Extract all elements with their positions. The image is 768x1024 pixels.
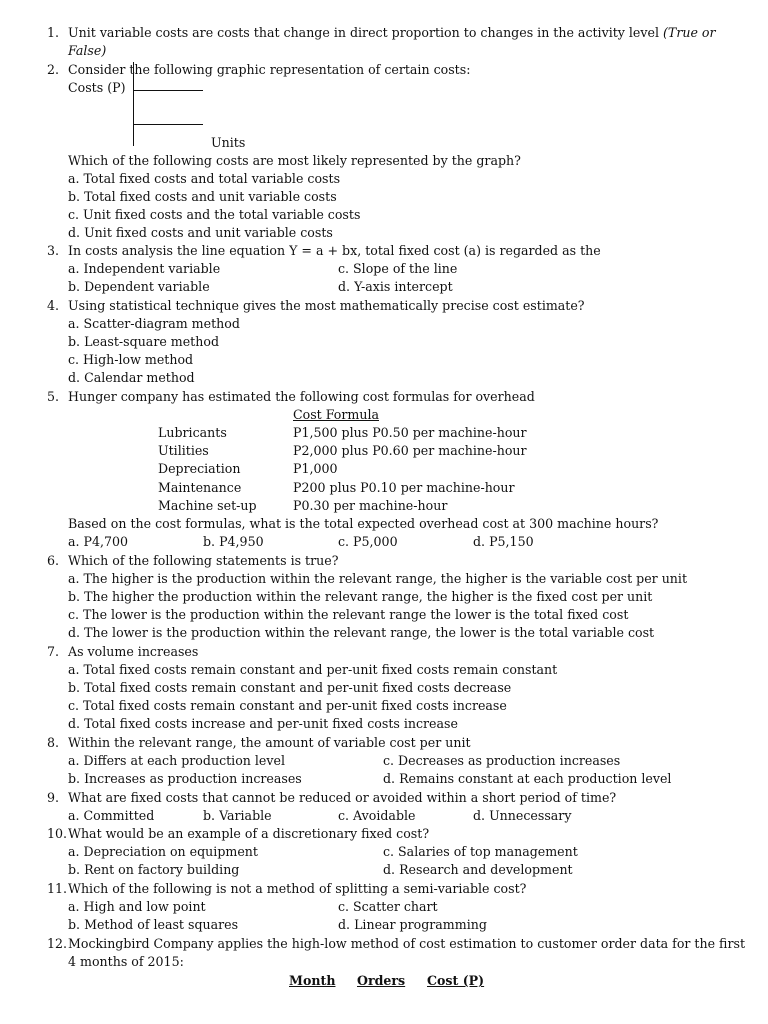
graph-x-label: Units bbox=[211, 135, 246, 150]
question-text: What are fixed costs that cannot be reduced or avoided within a short period of time? bbox=[68, 790, 617, 805]
question-text-cont: 4 months of 2015: bbox=[68, 954, 184, 969]
question-text: In costs analysis the line equation Y = a + bx, total fixed cost (a) is regarded as the bbox=[68, 243, 601, 258]
option: b. The higher the production within the relevant range, the higher is the fixed cost per unit bbox=[68, 589, 653, 604]
question-number: 12. bbox=[47, 936, 68, 951]
option: a. Total fixed costs remain constant and per-unit fixed costs remain constant bbox=[68, 662, 558, 677]
option: a. Independent variable bbox=[68, 261, 221, 276]
question-text: Which of the following statements is true? bbox=[68, 553, 339, 568]
option: b. Dependent variable bbox=[68, 279, 210, 294]
option: d. Total fixed costs increase and per-unit fixed costs increase bbox=[68, 716, 458, 731]
option: d. Linear programming bbox=[338, 917, 487, 932]
option: d. Research and development bbox=[383, 862, 573, 877]
option: b. Variable bbox=[203, 808, 272, 823]
question-number: 5. bbox=[47, 389, 60, 404]
option: c. High-low method bbox=[68, 352, 194, 367]
question-number: 8. bbox=[47, 735, 60, 750]
option: c. Unit fixed costs and the total variable costs bbox=[68, 207, 361, 222]
option: c. Scatter chart bbox=[338, 899, 438, 914]
option: a. Scatter-diagram method bbox=[68, 316, 240, 331]
cost-formula: P0.30 per machine-hour bbox=[293, 498, 448, 513]
option: a. High and low point bbox=[68, 899, 206, 914]
option: b. Rent on factory building bbox=[68, 862, 240, 877]
true-or-false-label: (True or bbox=[663, 25, 716, 40]
option: b. P4,950 bbox=[203, 534, 264, 549]
cost-formula: P200 plus P0.10 per machine-hour bbox=[293, 480, 515, 495]
graph-line-top bbox=[133, 90, 203, 91]
cost-formula-header: Cost Formula bbox=[293, 407, 379, 422]
option: b. Increases as production increases bbox=[68, 771, 302, 786]
cost-formula: P1,000 bbox=[293, 461, 338, 476]
question-text: What would be an example of a discretionary fixed cost? bbox=[68, 826, 430, 841]
question-ask: Based on the cost formulas, what is the total expected overhead cost at 300 machine hours? bbox=[68, 516, 659, 531]
question-number: 9. bbox=[47, 790, 60, 805]
question-number: 3. bbox=[47, 243, 60, 258]
cost-item: Utilities bbox=[158, 443, 209, 458]
cost-item: Maintenance bbox=[158, 480, 242, 495]
question-text: Which of the following is not a method of splitting a semi-variable cost? bbox=[68, 881, 527, 896]
option: c. Slope of the line bbox=[338, 261, 458, 276]
option: d. Calendar method bbox=[68, 370, 195, 385]
table-header-cost: Cost (P) bbox=[427, 973, 485, 988]
question-text: Mockingbird Company applies the high-low method of cost estimation to customer order data for the first bbox=[68, 936, 746, 951]
option: d. The lower is the production within the relevant range, the lower is the total variable cost bbox=[68, 625, 655, 640]
question-text: Using statistical technique gives the most mathematically precise cost estimate? bbox=[68, 298, 585, 313]
option: d. Unit fixed costs and unit variable costs bbox=[68, 225, 333, 240]
option: d. Unnecessary bbox=[473, 808, 572, 823]
option: a. The higher is the production within the relevant range, the higher is the variable cost per unit bbox=[68, 571, 687, 586]
option: c. Total fixed costs remain constant and per-unit fixed costs increase bbox=[68, 698, 507, 713]
option: a. Committed bbox=[68, 808, 155, 823]
cost-item: Depreciation bbox=[158, 461, 241, 476]
option: c. Decreases as production increases bbox=[383, 753, 621, 768]
question-text: Within the relevant range, the amount of variable cost per unit bbox=[68, 735, 471, 750]
question-text: Consider the following graphic representation of certain costs: bbox=[68, 62, 471, 77]
question-number: 7. bbox=[47, 644, 60, 659]
question-text: Unit variable costs are costs that change in direct proportion to changes in the activity level (True or bbox=[68, 25, 716, 40]
option: d. P5,150 bbox=[473, 534, 534, 549]
option: b. Total fixed costs remain constant and per-unit fixed costs decrease bbox=[68, 680, 512, 695]
option: a. Depreciation on equipment bbox=[68, 844, 258, 859]
option: d. Y-axis intercept bbox=[338, 279, 453, 294]
question-number: 11. bbox=[47, 881, 68, 896]
question-text-cont: False) bbox=[68, 43, 107, 58]
option: d. Remains constant at each production level bbox=[383, 771, 672, 786]
question-text: As volume increases bbox=[68, 644, 199, 659]
table-header-orders: Orders bbox=[357, 973, 406, 988]
option: c. P5,000 bbox=[338, 534, 398, 549]
option: b. Method of least squares bbox=[68, 917, 239, 932]
question-number: 6. bbox=[47, 553, 60, 568]
question-number: 2. bbox=[47, 62, 60, 77]
option: a. Total fixed costs and total variable costs bbox=[68, 171, 341, 186]
cost-item: Lubricants bbox=[158, 425, 227, 440]
option: b. Least-square method bbox=[68, 334, 220, 349]
option: c. Salaries of top management bbox=[383, 844, 578, 859]
graph-x-axis bbox=[133, 124, 203, 125]
option: c. Avoidable bbox=[338, 808, 416, 823]
question-text: Hunger company has estimated the following cost formulas for overhead bbox=[68, 389, 535, 404]
question-number: 4. bbox=[47, 298, 60, 313]
graph-y-label: Costs (P) bbox=[68, 80, 126, 95]
question-number: 1. bbox=[47, 25, 60, 40]
cost-formula: P1,500 plus P0.50 per machine-hour bbox=[293, 425, 527, 440]
option: b. Total fixed costs and unit variable costs bbox=[68, 189, 337, 204]
table-header-month: Month bbox=[289, 973, 336, 988]
graph-y-axis bbox=[133, 62, 134, 146]
cost-formula: P2,000 plus P0.60 per machine-hour bbox=[293, 443, 527, 458]
question-ask: Which of the following costs are most likely represented by the graph? bbox=[68, 153, 521, 168]
cost-item: Machine set-up bbox=[158, 498, 257, 513]
question-number: 10. bbox=[47, 826, 68, 841]
option: a. Differs at each production level bbox=[68, 753, 285, 768]
option: c. The lower is the production within the relevant range the lower is the total fixed cost bbox=[68, 607, 629, 622]
option: a. P4,700 bbox=[68, 534, 129, 549]
